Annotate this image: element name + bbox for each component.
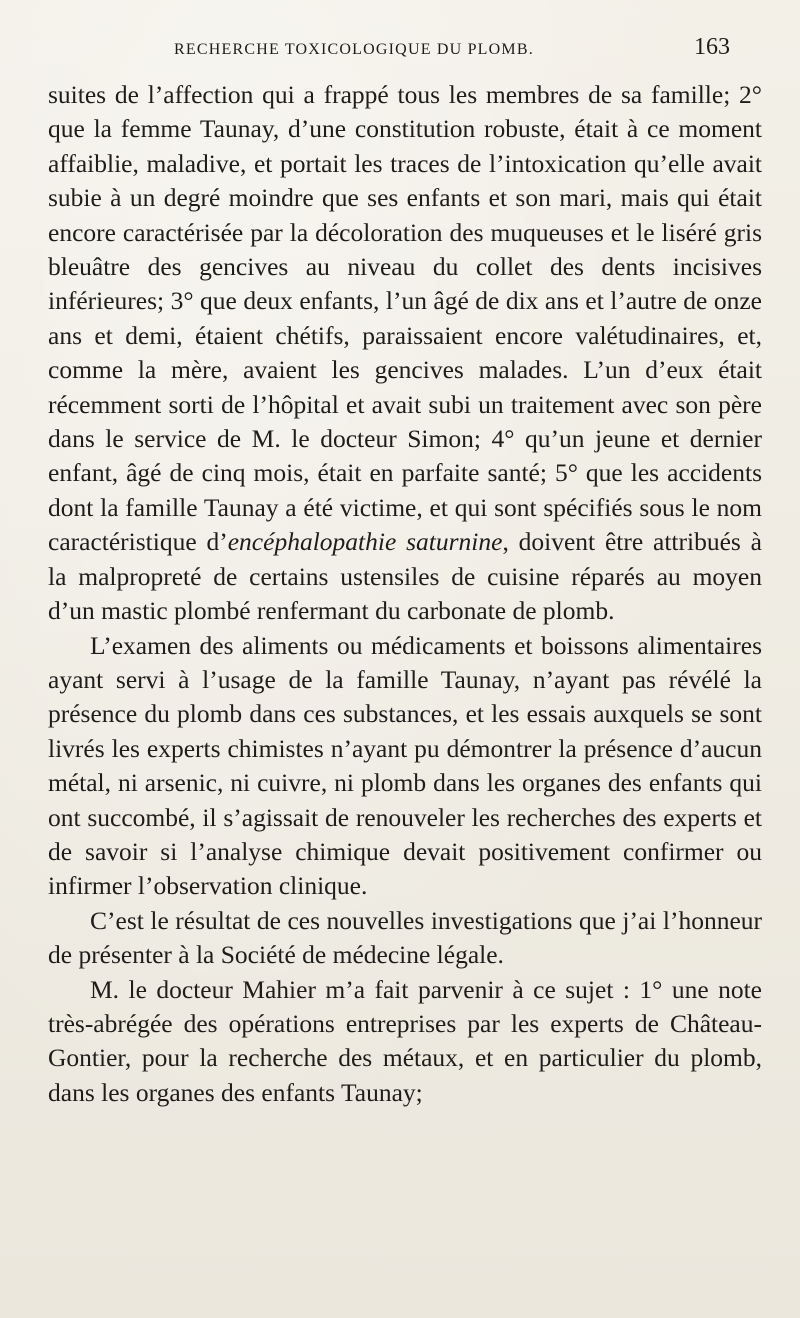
paragraph-3: C’est le résultat de ces nouvelles investigations que j’ai l’honneur de présenter à la Société de médecine légale.	[48, 905, 762, 970]
paragraph-1	[48, 78, 762, 629]
body-text	[48, 78, 762, 1110]
paragraph-1-italic-term: encéphalopathie saturnine	[227, 527, 503, 557]
running-title: RECHERCHE TOXICOLOGIQUE DU PLOMB.	[174, 41, 534, 58]
running-head	[48, 34, 762, 70]
paragraph-1-text-a: suites de l’affection qui a frappé tous les membres de sa famille; 2° que la femme Taunay, d’une constitution robuste, était à ce moment affaiblie, maladive, et portait les traces de l’intoxication qu’elle avait subie à un degré moindre que ses enfants et son mari, mais qui était encore caractérisée par la décoloration des muqueuses et le liséré gris bleuâtre des gencives au niveau du collet des dents incisives inférieures; 3° que deux enfants, l’un âgé de dix ans et l’autre de onze ans et demi, étaient chétifs, paraissaient encore valétudinaires, et, comme la mère, avaient les gencives malades. L’un d’eux était récemment sorti de l’hôpital et avait subi un traitement avec son père dans le service de M. le docteur Simon; 4° qu’un jeune et dernier enfant, âgé de cinq mois, était en parfaite santé; 5° que les accidents dont la famille Taunay a été victime, et qui sont spécifiés sous le nom caractéristique d’	[48, 80, 762, 557]
paragraph-2: L’examen des aliments ou médicaments et boissons alimentaires ayant servi à l’usage de la famille Taunay, n’ayant pas révélé la présence du plomb dans ces substances, et les essais auxquels se sont livrés les experts chimistes n’ayant pu démontrer la présence d’aucun métal, ni arsenic, ni cuivre, ni plomb dans les organes des enfants qui ont succombé, il s’agissait de renouveler les recherches des experts et de savoir si l’analyse chimique devait positivement confirmer ou infirmer l’observation clinique.	[48, 630, 762, 901]
paragraph-4: M. le docteur Mahier m’a fait parvenir à ce sujet : 1° une note très-abrégée des opérations entreprises par les experts de Château-Gontier, pour la recherche des métaux, et en particulier du plomb, dans les organes des enfants Taunay;	[48, 974, 762, 1107]
paragraph-1-text-b: , doivent être attribués à la malpropreté de certains ustensiles de cuisine réparés au moyen d’un mastic plombé renfermant du carbonate de plomb.	[48, 527, 762, 626]
page-number: 163	[694, 34, 730, 60]
